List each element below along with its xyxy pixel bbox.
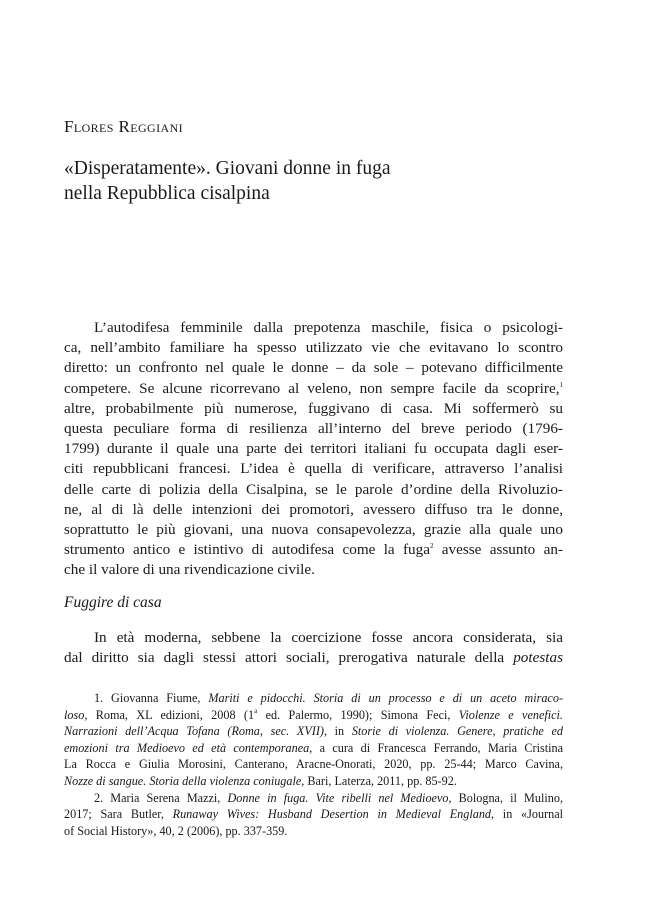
footnote-line (64, 790, 563, 807)
italic-title: Mariti e pidocchi. Storia di un processo e di un aceto miraco- (208, 691, 563, 705)
text-line: In età moderna, sebbene la coercizione fosse ancora considerata, sia (94, 629, 563, 646)
footnote-line: of Social History», 40, 2 (2006), pp. 337-359. (64, 823, 288, 838)
text-segment: , Roma, XL edizioni, 2008 (1 (84, 707, 255, 722)
text-line: che il valore di una rivendicazione civile. (64, 561, 315, 579)
footnote-line (64, 690, 563, 707)
text-segment: ed. Palermo, 1990); Simona Feci, (257, 707, 459, 722)
footnote-line (64, 723, 563, 740)
footnote-line (64, 740, 563, 757)
footnote-line (64, 707, 563, 724)
italic-title: Narrazioni dell’Acqua Tofana (Roma, sec. XVII) (64, 724, 324, 739)
text-line: L’autodifesa femminile dalla prepotenza maschile, fisica o psicologi- (94, 319, 563, 336)
italic-title: Violenze e venefici. (458, 707, 563, 722)
title-line: «Disperatamente». Giovani donne in fuga (64, 158, 391, 179)
body-paragraph (64, 628, 563, 668)
text-line: questa peculiare forma di resilienza all’interno del breve periodo (1796- (64, 419, 563, 437)
footnote-line: La Rocca e Giulia Morosini, Canterano, Aracne-Onorati, 2020, pp. 25-44; Marco Cavina, (64, 757, 563, 772)
text-line (64, 379, 563, 399)
superscript: a (254, 706, 258, 715)
article-title (64, 156, 604, 206)
footnote-ref: 2 (429, 542, 434, 551)
text-segment: strumento antico e istintivo di autodifesa come la fuga (64, 541, 430, 559)
footnote-line (64, 806, 563, 823)
italic-title: emozioni tra Medioevo ed età contemporanea (64, 740, 310, 755)
italic-term: potestas (513, 649, 563, 667)
text-segment: , Bari, Laterza, 2011, pp. 85-92. (301, 773, 457, 788)
italic-title: Storie di violenza. Genere, pratiche ed (351, 724, 564, 739)
text-line (64, 648, 563, 668)
text-line: altre, probabilmente più numerose, fuggivano di casa. Mi soffermerò su (64, 399, 563, 417)
italic-title: Runaway Wives: Husband Desertion in Medieval England (172, 807, 492, 822)
text-line: ca, nell’ambito familiare ha spesso utilizzato vie che evitavano lo scontro (64, 339, 563, 357)
text-line: delle carte di polizia della Cisalpina, se le parole d’ordine della Rivoluzio- (64, 480, 563, 498)
text-line: citi repubblicani francesi. L’idea è quella di verificare, attraverso l’analisi (64, 460, 563, 478)
abstract-paragraph (64, 318, 563, 580)
text-line (64, 540, 563, 560)
text-segment: dal diritto sia dagli stessi attori sociali, prerogativa naturale della (64, 649, 514, 667)
footnotes (64, 690, 563, 839)
footnote-line (64, 773, 563, 790)
italic-title: Donne in fuga. Vite ribelli nel Medioevo (227, 790, 449, 805)
italic-title: loso (64, 707, 85, 722)
text-segment: 2017; Sara Butler, (64, 807, 173, 822)
text-line: soprattutto le più giovani, una nuova consapevolezza, grazie alla quale uno (64, 520, 563, 538)
section-heading: Fuggire di casa (64, 594, 162, 611)
text-line: ne, al di là delle intenzioni dei promotori, avessero diffuso tra le donne, (64, 500, 563, 518)
text-segment: 1. Giovanna Fiume, (94, 691, 209, 705)
footnote-ref: 1 (559, 380, 563, 389)
italic-title: Nozze di sangue. Storia della violenza coniugale (64, 773, 302, 788)
text-line: diretto: un confronto nel quale le donne – da sole – potevano difficilmente (64, 359, 563, 377)
text-segment: avesse assunto an- (433, 541, 563, 559)
author-name: Flores Reggiani (64, 117, 184, 136)
text-segment: competere. Se alcune ricorrevano al veleno, non sempre facile da scoprire, (64, 379, 560, 397)
text-segment: , in (323, 724, 352, 739)
text-line: 1799) durante il quale una parte dei territori italiani fu occupata dagli eser- (64, 440, 563, 458)
text-segment: , Bologna, il Mulino, (448, 790, 563, 805)
text-segment: , in «Journal (491, 807, 563, 822)
title-line: nella Repubblica cisalpina (64, 183, 270, 204)
text-segment: , a cura di Francesca Ferrando, Maria Cristina (309, 740, 563, 755)
text-segment: 2. Maria Serena Mazzi, (94, 790, 228, 805)
